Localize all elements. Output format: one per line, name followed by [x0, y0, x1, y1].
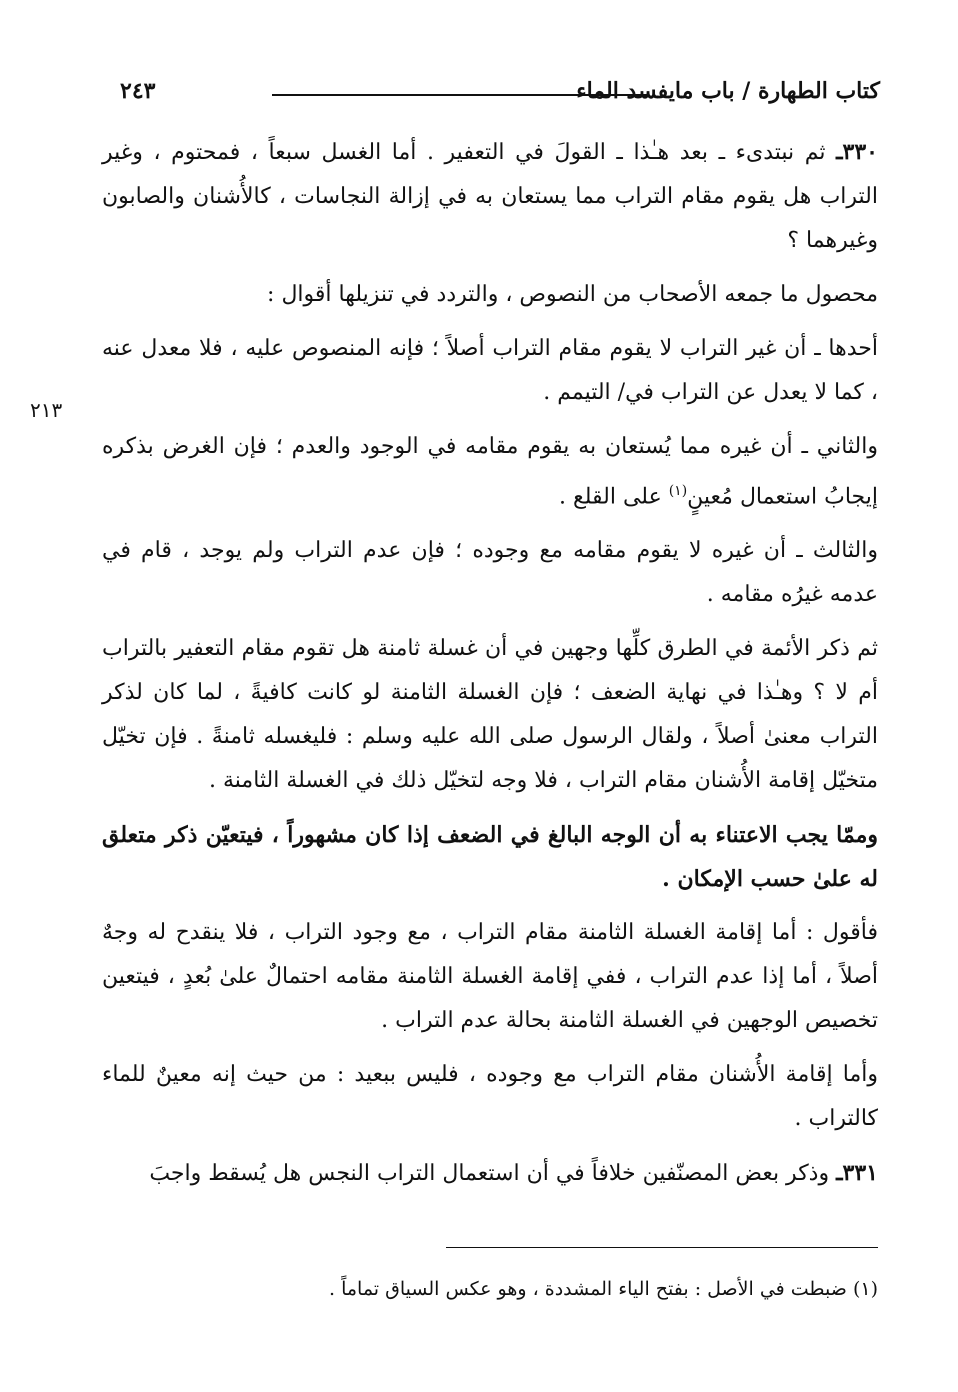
paragraph-text: وممّا يجب الاعتناء به أن الوجه البالغ في الضعف إذا كان مشهوراً ، فيتعيّن ذكر متعلق له علىٰ حسب الإمكان . — [102, 822, 878, 893]
paragraph-text: فأقول : أما إقامة الغسلة الثامنة مقام التراب ، مع وجود التراب ، فلا ينقدح له وجهٌ أصلاً ، أما إذا عدم التراب ، ففي إقامة الغسلة الثامنة مقامه احتمالٌ علىٰ بُعدٍ ، فيتعين تخصيص الوجهين في الغسلة الثامنة بحالة عدم التراب . — [102, 920, 878, 1034]
paragraph-text: محصول ما جمعه الأصحاب من النصوص ، والتردد في تنزيلها أقوال : — [267, 282, 878, 307]
paragraph-third-view — [102, 529, 878, 617]
footnote-reference[interactable]: (١) — [668, 483, 688, 499]
margin-page-reference: ٢١٣ — [30, 398, 63, 422]
paragraph — [102, 911, 878, 1043]
running-header — [100, 70, 880, 114]
section-number: ٣٣٠ـ — [836, 139, 878, 165]
footnote-rule — [446, 1247, 878, 1248]
paragraph-text: أحدها ـ أن غير التراب لا يقوم مقام التراب أصلاً ؛ فإنه المنصوص عليه ، فلا معدل عنه ، كما لا يعدل عن التراب في/ التيمم . — [102, 336, 878, 405]
footnote-text: ضبطت في الأصل : بفتح الياء المشددة ، وهو عكس السياق تماماً . — [328, 1278, 847, 1300]
footnote-mark: (١) — [852, 1278, 878, 1300]
header-rule — [272, 94, 648, 96]
paragraph-text: ثم ذكر الأئمة في الطرق كلِّها وجهين في أن غسلة ثامنة هل تقوم مقام التعفير بالتراب أم لا ؟ وهـٰذا في نهاية الضعف ؛ فإن الغسلة الثامنة لو كانت كافيةً ، لما كان لذكر التراب معنىٰ أصلاً ، ولقال الرسول صلى الله عليه وسلم : فليغسله ثامنةً . فإن تخيّل متخيّل إقامة الأُشنان مقام التراب ، فلا وجه لتخيّل ذلك في الغسلة الثامنة . — [102, 636, 878, 794]
paragraph-first-view — [102, 327, 878, 415]
paragraph-text: والثالث ـ أن غيره لا يقوم مقامه مع وجوده ؛ فإن عدم التراب ولم يوجد ، قام في عدمه غيرُه مقامه . — [102, 538, 878, 608]
paragraph — [102, 1053, 878, 1141]
paragraph-second-view — [102, 425, 878, 519]
header-title: كتاب الطهارة / باب مايفسد الماء — [576, 78, 880, 104]
section-number: ٣٣١ـ — [836, 1160, 878, 1187]
paragraph — [102, 627, 878, 803]
paragraph-text: وأما إقامة الأُشنان مقام التراب مع وجوده ، فليس ببعيد : من حيث إنه معينٌ للماء كالتراب . — [102, 1062, 878, 1132]
paragraph-text: والثاني ـ أن غيره مما يُستعان به يقوم مقامه في الوجود والعدم ؛ فإن الغرض بذكره إيجابُ استعمال مُعينٍ — [102, 434, 878, 510]
footnote — [300, 1274, 878, 1304]
paragraph-text: ثم نبتدىء ـ بعد هـٰذا ـ القولَ في التعفير . أما الغسل سبعاً ، فمحتوم ، وغير التراب هل يقوم مقام التراب مما يستعان به في إزالة النجاسات ، كالأُشنان والصابون وغيرهما ؟ — [102, 140, 878, 253]
paragraph-text-continued: على القلع . — [559, 484, 669, 510]
main-text — [102, 130, 878, 1206]
paragraph-331 — [102, 1151, 878, 1196]
paragraph — [102, 273, 878, 317]
page-number: ٢٤٣ — [120, 78, 156, 104]
paragraph-text: وذكر بعض المصنّفين خلافاً في أن استعمال التراب النجس هل يُسقط واجبَ — [149, 1161, 830, 1187]
paragraph-330 — [102, 130, 878, 263]
paragraph-bold — [102, 813, 878, 901]
